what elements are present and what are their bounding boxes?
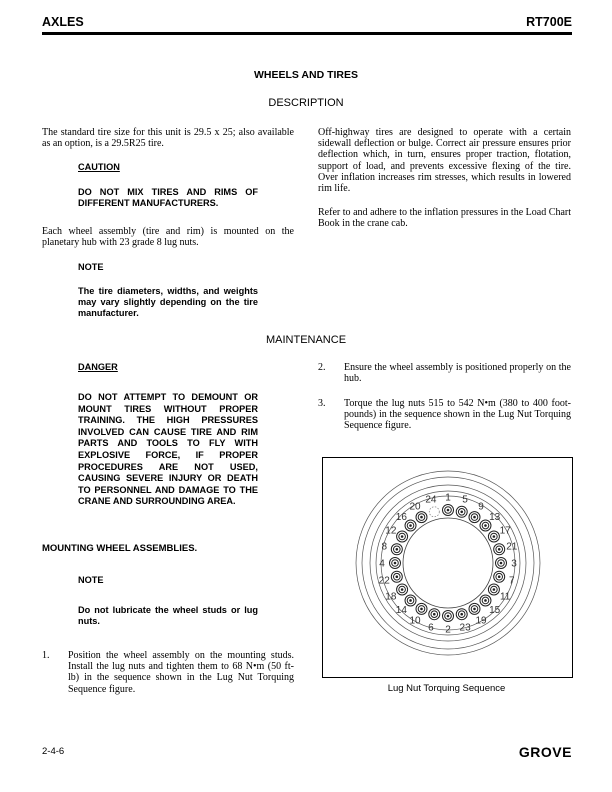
stud (396, 548, 399, 551)
sequence-label: 13 (489, 511, 501, 523)
step-text: Torque the lug nuts 515 to 542 N•m (380 to 400 foot-pounds) in the sequence shown in the Lug Nut Torquing Sequence figure. (344, 398, 571, 432)
stud (473, 608, 476, 611)
section-title: AXLES (42, 15, 84, 29)
step-3 (318, 398, 571, 432)
stud (484, 524, 487, 527)
sequence-label: 4 (379, 558, 385, 570)
danger-label: DANGER (78, 362, 118, 372)
sequence-label: 20 (409, 501, 421, 513)
maintenance-heading: MAINTENANCE (265, 334, 347, 346)
sequence-label: 7 (508, 575, 515, 587)
sequence-label: 5 (462, 494, 468, 506)
page-number: 2-4-6 (42, 746, 65, 757)
sequence-label: 23 (459, 622, 471, 634)
step-number: 1. (42, 650, 50, 661)
stud (447, 509, 450, 512)
sequence-label: 11 (499, 591, 511, 603)
step-2 (318, 362, 571, 384)
sequence-label: 16 (395, 511, 407, 523)
description-paragraph: The standard tire size for this unit is 29.5 x 25; also available as an option, is a 29.5R25 tire. (42, 127, 294, 150)
stud (409, 599, 412, 602)
caution-text: DO NOT MIX TIRES AND RIMS OF DIFFERENT MANUFACTURERS. (78, 187, 258, 209)
stud (498, 548, 501, 551)
stud (396, 575, 399, 578)
note-label-2: NOTE (78, 575, 104, 585)
danger-text: DO NOT ATTEMPT TO DEMOUNT OR MOUNT TIRES WITHOUT PROPER TRAINING. THE HIGH PRESSURES INVOLVED CAN CAUSE TIRE AND RIM PARTS AND TOOLS TO FLY WITH EXPLOSIVE FORCE, IF PROPER PROCEDURES ARE NOT USED, CAUSING SEVERE INJURY OR DEATH TO PERSONNEL AND DAMAGE TO THE CRANE AND SURROUNDING AREA. (78, 392, 258, 507)
sequence-label: 10 (409, 615, 421, 627)
sequence-label: 6 (428, 622, 434, 634)
wheel-diagram (323, 458, 572, 677)
stud (433, 613, 436, 616)
stud (460, 613, 463, 616)
hub-hole (403, 518, 493, 608)
stud (484, 599, 487, 602)
sequence-label: 8 (381, 541, 388, 553)
caution-label: CAUTION (78, 162, 120, 172)
stud (500, 562, 503, 565)
figure-caption: Lug Nut Torquing Sequence (387, 683, 506, 694)
sequence-label: 17 (499, 525, 511, 537)
sequence-label: 19 (475, 615, 487, 627)
sequence-label: 1 (445, 492, 451, 504)
sequence-label: 21 (506, 541, 518, 553)
sequence-label: 12 (385, 525, 397, 537)
stud (401, 535, 404, 538)
step-text: Ensure the wheel assembly is positioned properly on the hub. (344, 362, 571, 385)
sequence-label: 3 (511, 558, 517, 570)
note-label: NOTE (78, 262, 104, 272)
header-rule (42, 32, 572, 35)
inflation-paragraph: Refer to and adhere to the inflation pressures in the Load Chart Book in the crane cab. (318, 207, 571, 230)
stud (447, 615, 450, 618)
missing-stud (429, 507, 439, 517)
page-title: WHEELS AND TIRES (253, 69, 359, 81)
wheel-assembly-paragraph: Each wheel assembly (tire and rim) is mounted on the planetary hub with 23 grade 8 lug nuts. (42, 226, 294, 249)
sequence-label: 14 (395, 605, 407, 617)
sequence-label: 15 (489, 605, 501, 617)
model-name: RT700E (526, 15, 572, 29)
tire-deflection-paragraph: Off-highway tires are designed to operate with a certain sidewall deflection or bulge. Correct air pressure ensures prior deflection which, in turn, ensures proper traction, flotation, support of load, and prevents excessive flexing of the tire. Over inflation increases rim stresses, which results in lowered rim life. (318, 127, 571, 195)
stud (409, 524, 412, 527)
sequence-label: 9 (478, 501, 484, 513)
lug-nut-figure (322, 457, 573, 678)
stud (420, 608, 423, 611)
stud (493, 535, 496, 538)
stud (394, 562, 397, 565)
grove-logo: GROVE (518, 744, 572, 760)
stud (473, 516, 476, 519)
stud (420, 516, 423, 519)
stud (401, 588, 404, 591)
step-number: 2. (318, 362, 326, 373)
stud (493, 588, 496, 591)
description-heading: DESCRIPTION (268, 97, 344, 109)
sequence-label: 24 (425, 494, 437, 506)
step-1 (42, 650, 294, 695)
sequence-label: 2 (445, 624, 451, 636)
stud (498, 575, 501, 578)
sequence-label: 18 (385, 591, 397, 603)
note-text-2: Do not lubricate the wheel studs or lug nuts. (78, 605, 258, 627)
stud (460, 511, 463, 514)
sequence-label: 22 (378, 575, 390, 587)
mounting-subheading: MOUNTING WHEEL ASSEMBLIES. (42, 543, 198, 554)
step-text: Position the wheel assembly on the mounting studs. Install the lug nuts and tighten them to 68 N•m (50 ft-lb) in the sequence shown in the Lug Nut Torquing Sequence figure. (68, 650, 294, 695)
step-number: 3. (318, 398, 326, 409)
note-text: The tire diameters, widths, and weights may vary slightly depending on the tire manufacturer. (78, 286, 258, 319)
